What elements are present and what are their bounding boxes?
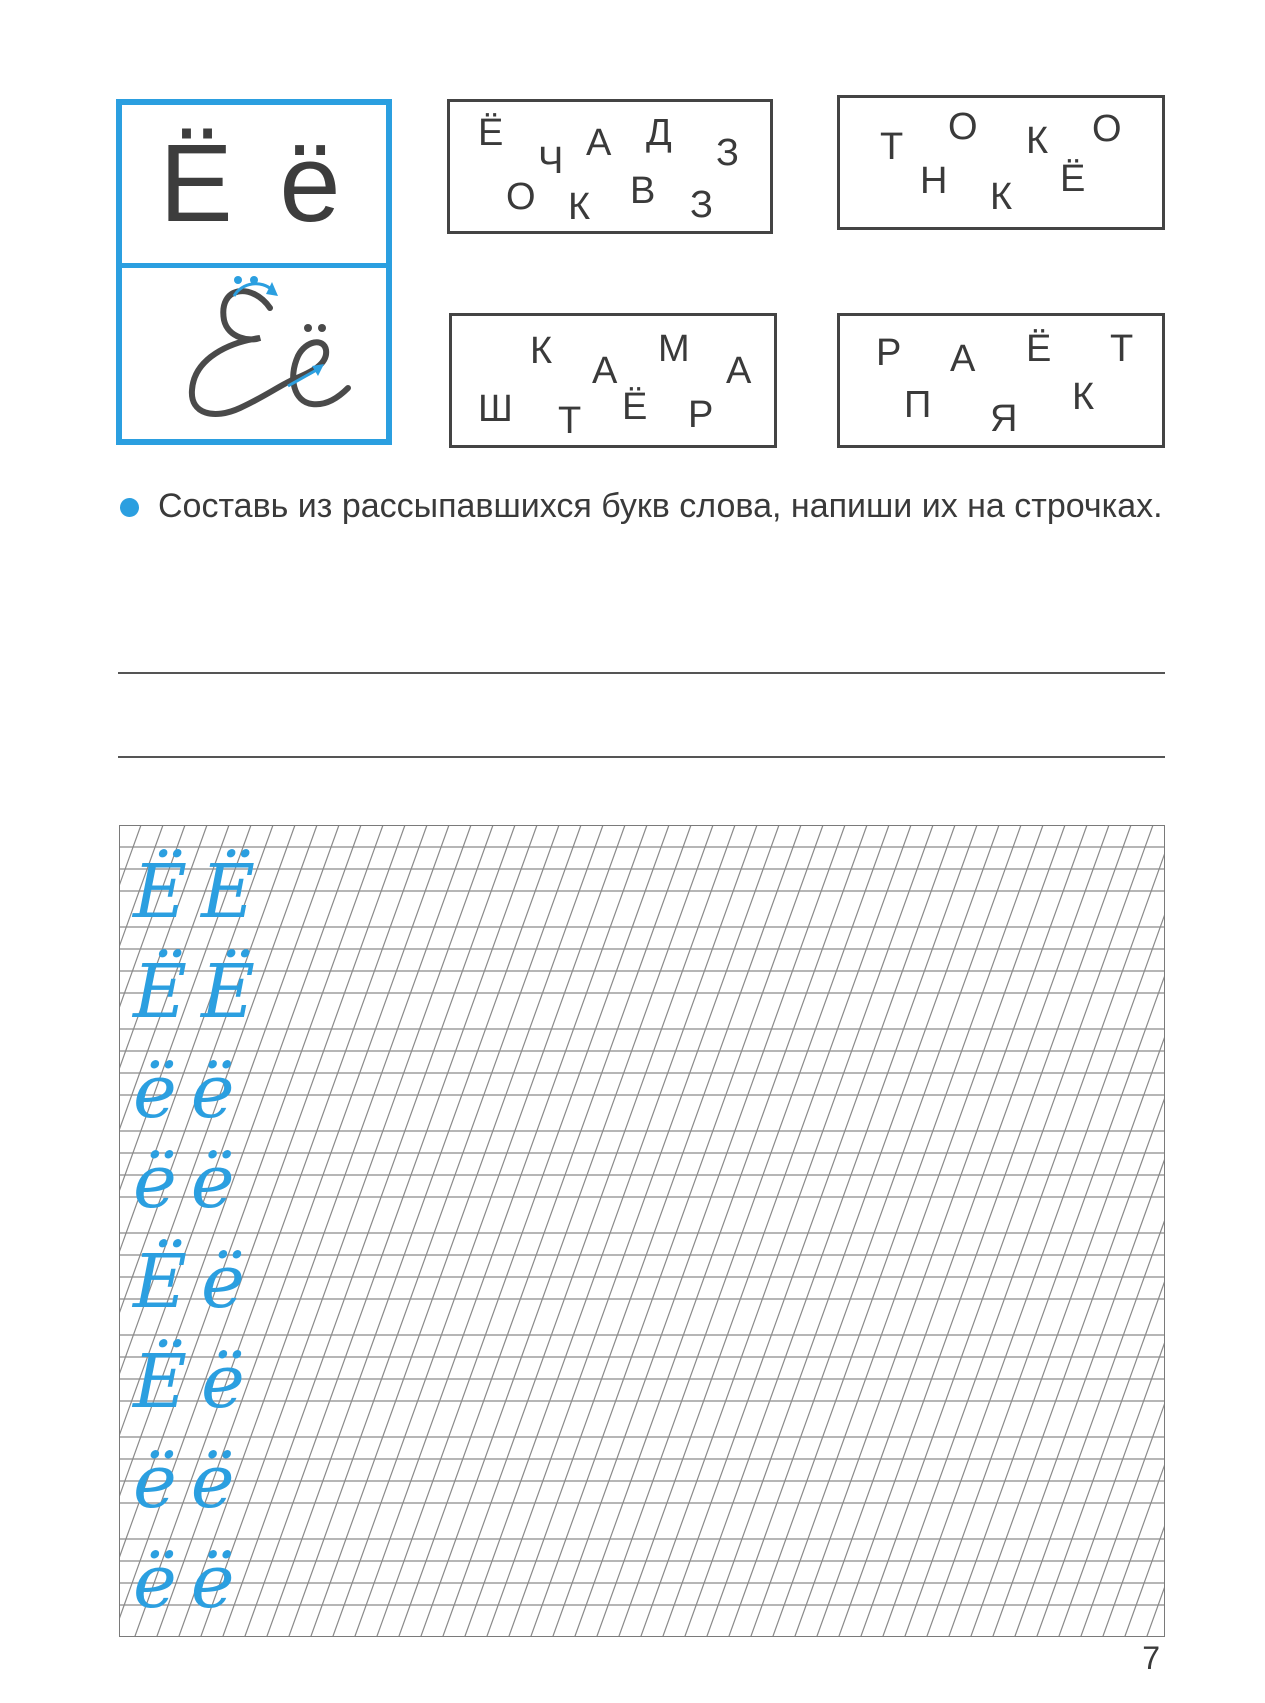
grid-slant-line bbox=[1103, 825, 1165, 1637]
puzzle-letter: Я bbox=[990, 398, 1018, 440]
grid-slant-line bbox=[993, 825, 1165, 1637]
puzzle-letter: К bbox=[568, 186, 591, 228]
letter-puzzle-2 bbox=[837, 95, 1165, 230]
grid-slant-line bbox=[245, 825, 537, 1637]
puzzle-letter: О bbox=[1092, 108, 1122, 150]
grid-slant-line bbox=[773, 825, 1065, 1637]
bullet-icon bbox=[120, 498, 139, 517]
puzzle-letter: А bbox=[726, 350, 752, 392]
puzzle-letter: К bbox=[1026, 120, 1049, 162]
sample-cursive-letters: ёё bbox=[133, 1439, 249, 1525]
print-letters: Ё ё bbox=[159, 122, 349, 245]
puzzle-letter: З bbox=[716, 132, 739, 174]
letter-puzzle-1 bbox=[447, 99, 773, 234]
grid-slant-line bbox=[487, 825, 779, 1637]
grid-slant-line bbox=[575, 825, 867, 1637]
grid-slant-line bbox=[553, 825, 845, 1637]
letter-puzzle-3 bbox=[449, 313, 777, 448]
puzzle-letter: Ё bbox=[1060, 158, 1086, 200]
puzzle-letter: А bbox=[586, 122, 612, 164]
puzzle-letter: Д bbox=[646, 112, 672, 154]
grid-slant-line bbox=[795, 825, 1087, 1637]
grid-slant-line bbox=[707, 825, 999, 1637]
puzzle-letter: Ё bbox=[622, 386, 648, 428]
puzzle-letter: Т bbox=[880, 126, 904, 168]
sample-cursive-letters: Ёё bbox=[133, 1239, 259, 1325]
puzzle-letter: М bbox=[658, 328, 690, 370]
grid-slant-line bbox=[597, 825, 889, 1637]
instruction-text: Составь из рассыпавшихся букв слова, напиши их на строчках. bbox=[158, 487, 1163, 525]
letter-puzzle-4 bbox=[837, 313, 1165, 448]
sample-cursive-letters: ёё bbox=[133, 1139, 249, 1225]
puzzle-letter: К bbox=[530, 330, 553, 372]
puzzle-letter: К bbox=[990, 176, 1013, 218]
grid-slant-line bbox=[289, 825, 581, 1637]
script-letters-drawing bbox=[122, 268, 386, 439]
puzzle-letter: З bbox=[690, 184, 713, 226]
grid-slant-line bbox=[905, 825, 1165, 1637]
grid-slant-line bbox=[333, 825, 625, 1637]
grid-slant-line bbox=[729, 825, 1021, 1637]
grid-slant-line bbox=[465, 825, 757, 1637]
puzzle-letter: А bbox=[592, 350, 618, 392]
puzzle-letter: Ч bbox=[538, 140, 564, 182]
sample-cursive-letters: Ёё bbox=[133, 1339, 259, 1425]
puzzle-letter: К bbox=[1072, 376, 1095, 418]
page-number: 7 bbox=[1142, 1640, 1160, 1676]
grid-slant-line bbox=[531, 825, 823, 1637]
grid-slant-line bbox=[377, 825, 669, 1637]
grid-slant-line bbox=[1147, 825, 1165, 1637]
grid-slant-line bbox=[311, 825, 603, 1637]
grid-slant-line bbox=[663, 825, 955, 1637]
answer-line-2[interactable] bbox=[118, 756, 1165, 758]
grid-slant-line bbox=[1081, 825, 1165, 1637]
puzzle-letter: Н bbox=[920, 160, 948, 202]
puzzle-letter: Т bbox=[558, 400, 582, 442]
task-instruction bbox=[120, 482, 1165, 530]
grid-slant-line bbox=[267, 825, 559, 1637]
grid-slant-line bbox=[751, 825, 1043, 1637]
puzzle-letter: Р bbox=[876, 332, 902, 374]
grid-slant-line bbox=[861, 825, 1153, 1637]
grid-slant-line bbox=[509, 825, 801, 1637]
sample-cursive-letters: ёё bbox=[133, 1049, 249, 1135]
answer-line-1[interactable] bbox=[118, 672, 1165, 674]
sample-cursive-letters: ёё bbox=[133, 1539, 249, 1625]
sample-cursive-letters: ЁЁ bbox=[133, 849, 270, 935]
puzzle-letter: Ё bbox=[1026, 328, 1052, 370]
grid-slant-line bbox=[421, 825, 713, 1637]
grid-slant-line bbox=[619, 825, 911, 1637]
grid-slant-line bbox=[443, 825, 735, 1637]
grid-slant-line bbox=[817, 825, 1109, 1637]
grid-slant-line bbox=[1015, 825, 1165, 1637]
puzzle-letter: Ш bbox=[478, 388, 513, 430]
grid-slant-line bbox=[1037, 825, 1165, 1637]
puzzle-letter: П bbox=[904, 384, 932, 426]
grid-slant-line bbox=[1059, 825, 1165, 1637]
puzzle-letter: О bbox=[948, 106, 978, 148]
puzzle-letter: Ё bbox=[478, 112, 504, 154]
grid-slant-line bbox=[223, 825, 515, 1637]
grid-slant-line bbox=[355, 825, 647, 1637]
grid-slant-line bbox=[399, 825, 691, 1637]
sample-cursive-letters: ЁЁ bbox=[133, 949, 270, 1035]
puzzle-letter: О bbox=[506, 176, 536, 218]
grid-slant-line bbox=[839, 825, 1131, 1637]
grid-slant-line bbox=[883, 825, 1165, 1637]
puzzle-letter: В bbox=[630, 170, 656, 212]
puzzle-letter: Т bbox=[1110, 328, 1134, 370]
grid-slant-line bbox=[949, 825, 1165, 1637]
puzzle-letter: Р bbox=[688, 394, 714, 436]
grid-slant-line bbox=[971, 825, 1165, 1637]
handwriting-practice-grid[interactable] bbox=[119, 825, 1165, 1637]
puzzle-letter: А bbox=[950, 338, 976, 380]
grid-slant-line bbox=[685, 825, 977, 1637]
grid-slant-line bbox=[641, 825, 933, 1637]
letter-card bbox=[116, 99, 392, 445]
